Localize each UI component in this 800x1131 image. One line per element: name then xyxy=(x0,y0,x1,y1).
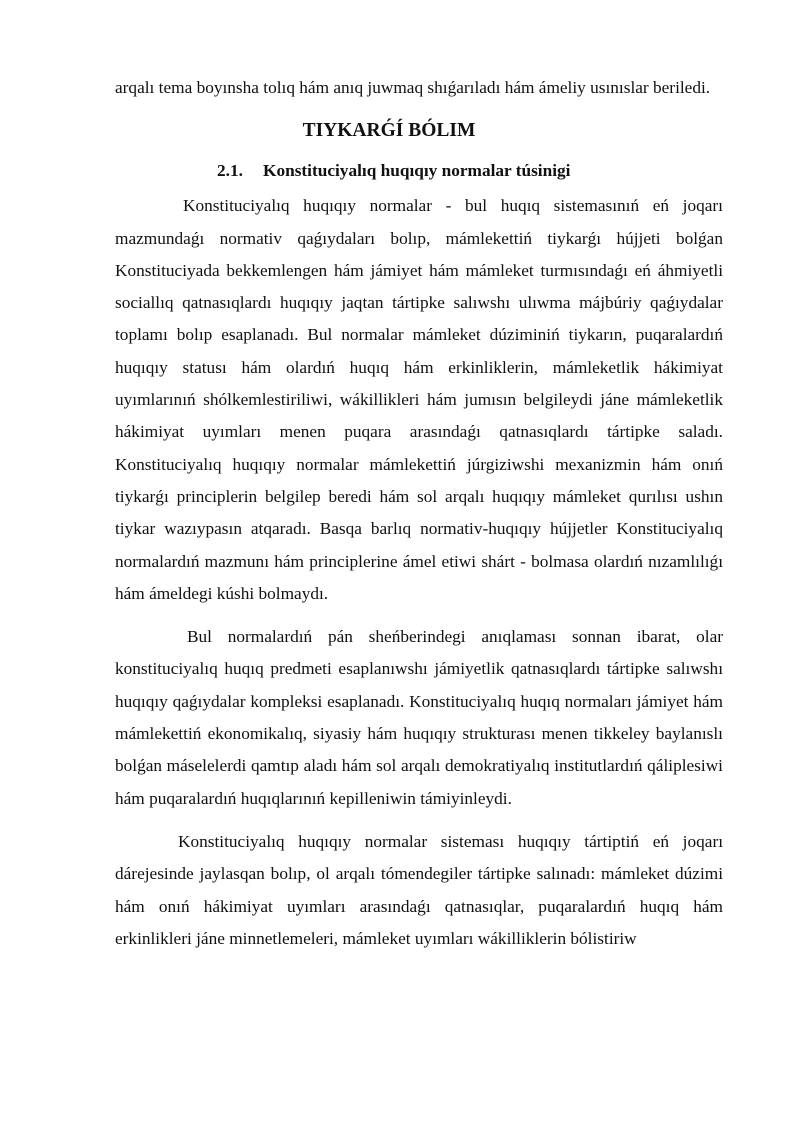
intro-paragraph: arqalı tema boyınsha tolıq hám anıq juwmaq shıǵarıladı hám ámeliy usınıslar beriledi. xyxy=(115,78,711,97)
section-title: TIYKARǴÍ BÓLIM xyxy=(302,120,476,142)
page-content xyxy=(115,72,723,955)
body-paragraph: Bul normalardıń pán sheńberindegi anıqlaması sonnan ibarat, olar konstituciyalıq huqıq predmeti esaplanıwshı jámiyetlik qatnasıqlardı tártipke salıwshı huqıqıy qaǵıydalar kompleksi esaplanadı. Konstituciyalıq huqıq normaları jámiyet hám mámlekettiń ekonomikalıq, siyasiy hám huqıqıy strukturası menen tikkeley baylanıslı bolǵan máselelerdi qamtıp aladı hám sol arqalı demokratiyalıq institutlardıń qáliplesiwi hám puqaralardıń huqıqlarınıń kepilleniwin támiyinleydi. xyxy=(115,627,723,808)
body-paragraph: Konstituciyalıq huqıqıy normalar - bul huqıq sistemasınıń eń joqarı mazmundaǵı normativ qaǵıydaları bolıp, mámlekettiń tiykarǵı hújjeti bolǵan Konstituciyada bekkemlengen hám jámiyet hám mámleket turmısındaǵı eń áhmiyetli sociallıq qatnasıqlardı huqıqıy jaqtan tártipke salıwshı ulıwma májbúriy qaǵıydalar toplamı bolıp esaplanadı. Bul normalar mámleket dúziminiń tiykarın, puqaralardıń huqıqıy statusı hám olardıń huqıq hám erkinliklerin, mámleketlik hákimiyat uyımlarınıń shólkemlestiriliwi, wákillikleri hám jumısın belgileydi jáne mámleketlik hákimiyat uyımları menen puqara arasındaǵı qatnasıqlardı tártipke saladı. Konstituciyalıq huqıqıy normalar mámlekettiń júrgiziwshi mexanizmin hám onıń tiykarǵı principlerin belgilep beredi hám sol arqalı huqıqıy mámleket qurılısı ushın tiykar wazıypasın atqaradı. Basqa barlıq normativ-huqıqıy hújjetler Konstituciyalıq normalardıń mazmunı hám principlerine ámel etiwi shárt - bolmasa olardıń nızamlılıǵı hám ámeldegi kúshi bolmaydı. xyxy=(115,196,723,603)
body-paragraph: Konstituciyalıq huqıqıy normalar sisteması huqıqıy tártiptiń eń joqarı dárejesinde jaylasqan bolıp, ol arqalı tómendegiler tártipke salınadı: mámleket dúzimi hám onıń hákimiyat uyımları arasındaǵı qatnasıqlar, puqaralardıń huqıq hám erkinlikleri jáne minnetlemeleri, mámleket uyımları wákilliklerin bólistiriw xyxy=(115,831,723,948)
subsection-title: Konstituciyalıq huqıqıy normalar túsinigi xyxy=(263,161,571,181)
subsection-heading xyxy=(115,158,723,184)
subsection-number: 2.1. xyxy=(217,161,243,181)
